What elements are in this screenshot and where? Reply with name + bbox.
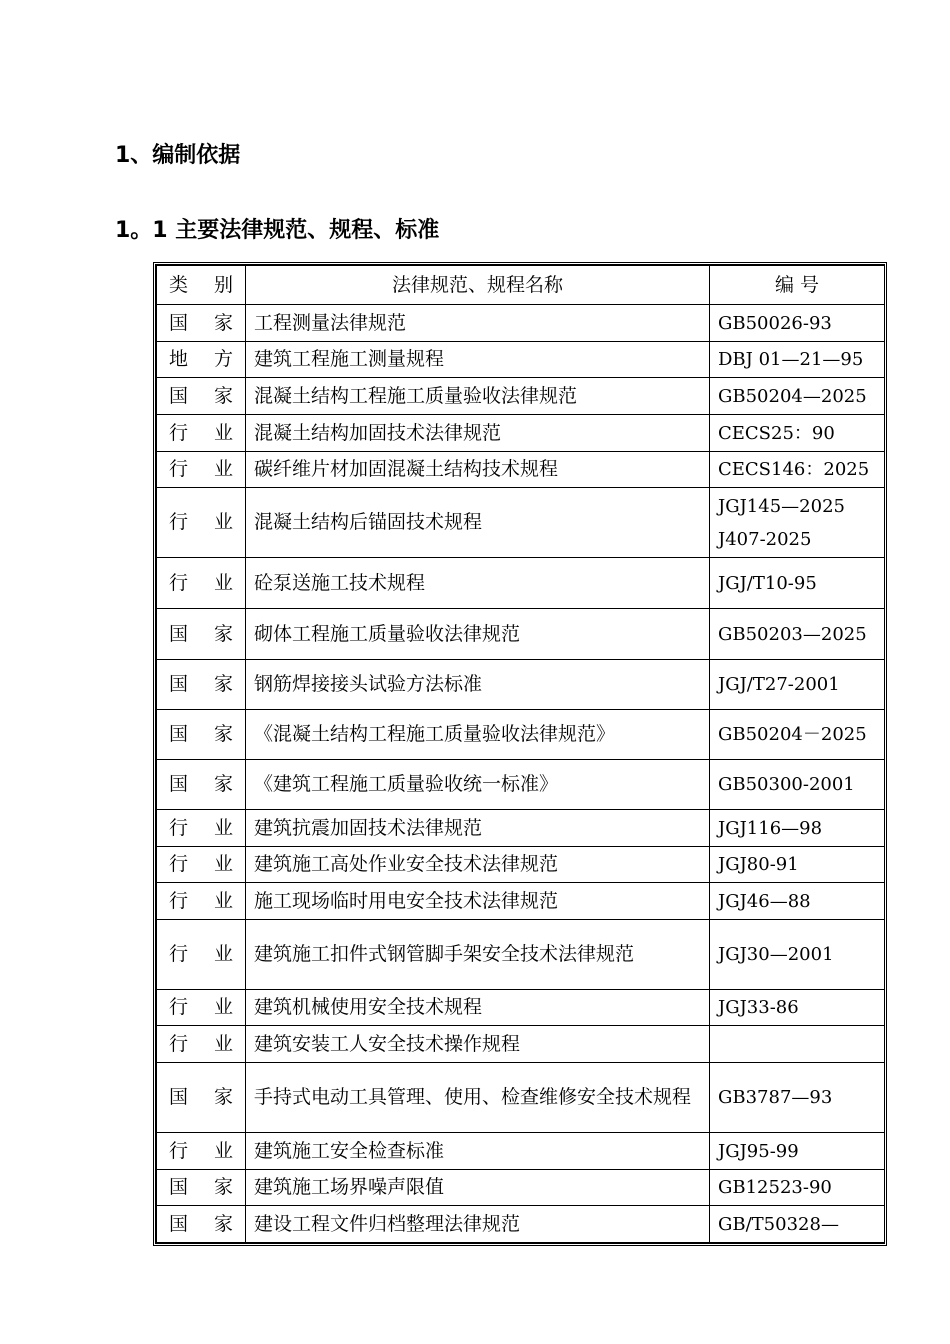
code-line: JGJ/T10-95 — [718, 572, 817, 594]
code-line: GB50300-2001 — [718, 774, 855, 795]
row-standard-code — [710, 660, 885, 710]
code-line: JGJ116—98 — [718, 817, 823, 839]
row-category: 国 家 — [157, 1170, 246, 1206]
row-standard-code — [710, 415, 885, 452]
code-line: GB/T50328— — [718, 1213, 839, 1235]
row-standard-code — [710, 488, 885, 558]
row-standard-name: 工程测量法律规范 — [246, 305, 710, 342]
row-category: 国 家 — [157, 378, 246, 415]
row-category: 行 业 — [157, 810, 246, 847]
table-row — [157, 415, 885, 452]
row-standard-name: 建筑施工安全检查标准 — [246, 1133, 710, 1170]
row-category: 行 业 — [157, 920, 246, 990]
code-line: J407-2025 — [718, 528, 812, 550]
row-standard-code — [710, 990, 885, 1026]
row-category: 国 家 — [157, 760, 246, 810]
code-line: JGJ80-91 — [718, 854, 799, 875]
code-line: CECS146：2025 — [718, 459, 870, 480]
header-category: 类 别 — [157, 266, 246, 305]
row-category: 行 业 — [157, 558, 246, 609]
row-category: 国 家 — [157, 660, 246, 710]
row-category: 行 业 — [157, 452, 246, 488]
section-heading: 1、编制依据 — [115, 143, 241, 168]
table-row — [157, 1206, 885, 1243]
table-row — [157, 760, 885, 810]
table-row — [157, 810, 885, 847]
row-standard-name: 建筑抗震加固技术法律规范 — [246, 810, 710, 847]
row-category: 行 业 — [157, 883, 246, 920]
code-line: JGJ145—2025 — [718, 495, 845, 517]
table-row — [157, 847, 885, 883]
row-standard-name: 碳纤维片材加固混凝土结构技术规程 — [246, 452, 710, 488]
table-row — [157, 660, 885, 710]
table-row — [157, 305, 885, 342]
code-line: GB50026-93 — [718, 312, 832, 334]
row-standard-code — [710, 810, 885, 847]
table-row — [157, 990, 885, 1026]
table-row — [157, 342, 885, 378]
code-line: CECS25：90 — [718, 422, 835, 444]
table-row — [157, 558, 885, 609]
table-row — [157, 710, 885, 760]
row-category: 行 业 — [157, 1026, 246, 1063]
row-standard-code — [710, 452, 885, 488]
row-standard-code — [710, 710, 885, 760]
row-standard-code — [710, 342, 885, 378]
row-category: 国 家 — [157, 305, 246, 342]
row-standard-code — [710, 558, 885, 609]
code-line: JGJ95-99 — [718, 1140, 799, 1162]
code-line: GB12523-90 — [718, 1177, 832, 1198]
table-row — [157, 920, 885, 990]
row-category: 国 家 — [157, 710, 246, 760]
table-row — [157, 1133, 885, 1170]
code-line: GB50204－2025 — [718, 724, 867, 745]
row-standard-name: 建筑施工扣件式钢管脚手架安全技术法律规范 — [246, 920, 710, 990]
row-standard-code — [710, 1026, 885, 1063]
row-category: 地 方 — [157, 342, 246, 378]
row-standard-name: 《建筑工程施工质量验收统一标准》 — [246, 760, 710, 810]
row-category: 行 业 — [157, 1133, 246, 1170]
code-line: GB3787—93 — [718, 1087, 833, 1108]
row-standard-code — [710, 1133, 885, 1170]
row-standard-code — [710, 883, 885, 920]
row-standard-name: 建设工程文件归档整理法律规范 — [246, 1206, 710, 1243]
code-line: DBJ 01—21—95 — [718, 349, 864, 370]
row-standard-name: 混凝土结构工程施工质量验收法律规范 — [246, 378, 710, 415]
code-line: GB50204—2025 — [718, 385, 867, 407]
row-standard-code — [710, 920, 885, 990]
row-standard-name: 施工现场临时用电安全技术法律规范 — [246, 883, 710, 920]
row-category: 国 家 — [157, 1063, 246, 1133]
code-line: GB50203—2025 — [718, 623, 867, 645]
code-line: JGJ30—2001 — [718, 944, 834, 965]
row-standard-code — [710, 609, 885, 660]
row-standard-name: 建筑工程施工测量规程 — [246, 342, 710, 378]
row-category: 行 业 — [157, 990, 246, 1026]
row-category: 行 业 — [157, 847, 246, 883]
row-standard-name: 砌体工程施工质量验收法律规范 — [246, 609, 710, 660]
subsection-heading: 1。1 主要法律规范、规程、标准 — [115, 218, 440, 243]
header-name: 法律规范、规程名称 — [246, 266, 710, 305]
header-code: 编 号 — [710, 266, 885, 305]
row-category: 国 家 — [157, 1206, 246, 1243]
row-standard-code — [710, 760, 885, 810]
row-standard-code — [710, 1206, 885, 1243]
table-row — [157, 1026, 885, 1063]
row-standard-name: 建筑安装工人安全技术操作规程 — [246, 1026, 710, 1063]
row-category: 国 家 — [157, 609, 246, 660]
row-standard-name: 建筑机械使用安全技术规程 — [246, 990, 710, 1026]
row-category: 行 业 — [157, 488, 246, 558]
table-row — [157, 1170, 885, 1206]
row-standard-name: 混凝土结构加固技术法律规范 — [246, 415, 710, 452]
row-standard-name: 钢筋焊接接头试验方法标准 — [246, 660, 710, 710]
code-line: JGJ/T27-2001 — [718, 674, 840, 695]
table-row — [157, 452, 885, 488]
row-standard-code — [710, 305, 885, 342]
standards-table — [153, 262, 887, 1246]
table-row — [157, 883, 885, 920]
row-standard-name: 混凝土结构后锚固技术规程 — [246, 488, 710, 558]
row-standard-name: 《混凝土结构工程施工质量验收法律规范》 — [246, 710, 710, 760]
table-header-row — [157, 266, 885, 305]
code-line: JGJ46—88 — [718, 890, 811, 912]
row-standard-code — [710, 378, 885, 415]
row-standard-code — [710, 1063, 885, 1133]
table-row — [157, 378, 885, 415]
row-standard-code — [710, 1170, 885, 1206]
table-row — [157, 609, 885, 660]
row-standard-name: 砼泵送施工技术规程 — [246, 558, 710, 609]
table-row — [157, 1063, 885, 1133]
row-standard-name: 手持式电动工具管理、使用、检查维修安全技术规程 — [246, 1063, 710, 1133]
row-standard-name: 建筑施工场界噪声限值 — [246, 1170, 710, 1206]
table-row — [157, 488, 885, 558]
code-line: JGJ33-86 — [718, 997, 799, 1018]
row-standard-code — [710, 847, 885, 883]
row-standard-name: 建筑施工高处作业安全技术法律规范 — [246, 847, 710, 883]
row-category: 行 业 — [157, 415, 246, 452]
